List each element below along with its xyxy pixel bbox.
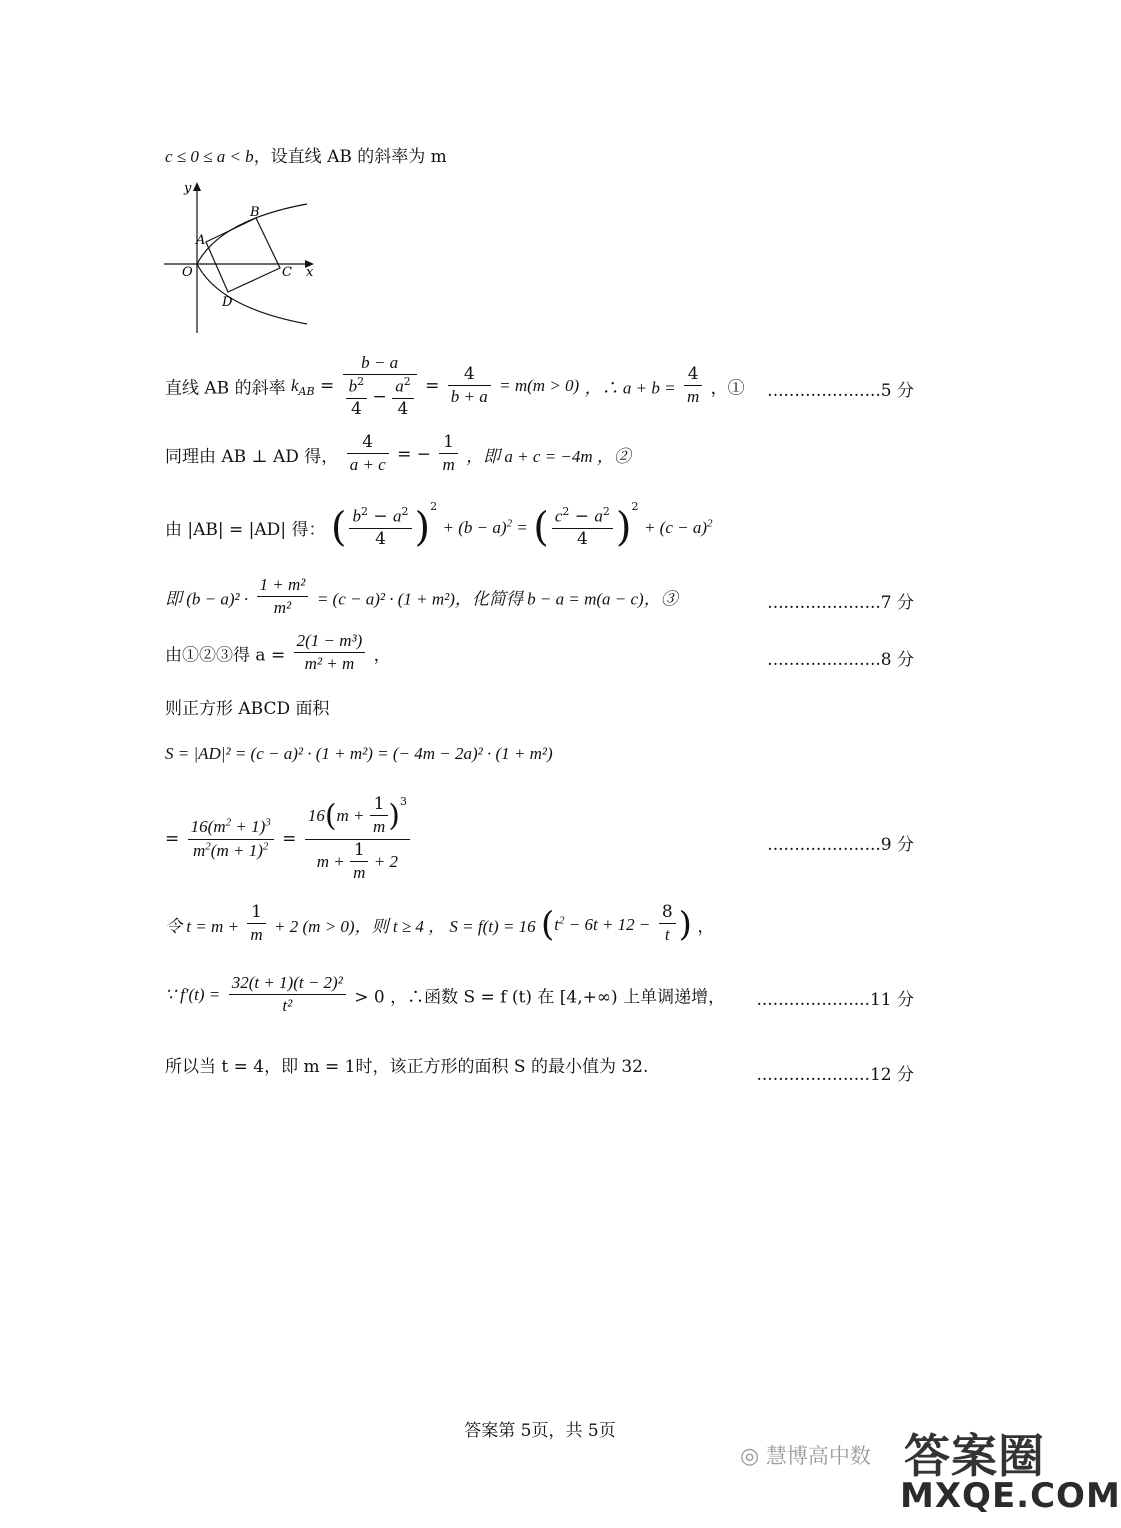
simplify-prefix: 即 (b − a)² · [165, 589, 249, 609]
solve-prefix: 由①②③得 a = [165, 645, 286, 666]
label-D: D [222, 295, 233, 310]
equal-length-line: 由 |AB| = |AD| 得： ( $\frac{b^2 - a^2}{4}$ )$^2 + (b - a)^2$ = ( $\frac{c^2 - a^2}{4}$ )$^2 + (c - a)^2$ [165, 500, 713, 551]
perp-eq: = − [397, 444, 432, 465]
intro-text: ，设直线 AB 的斜率为 m [253, 147, 447, 167]
area-formula: S = |AD|² = (c − a)² · (1 + m²) = (− 4m − 2a)² · (1 + m²) [165, 744, 553, 763]
area-expanded-line: = $\frac{16(m^2 + 1)^3}{m^2(m + 1)^2}$ = 16(m + $\frac{1}{m}$ )$^3$ m + $\frac{1}{m}$ + 2 [165, 794, 413, 884]
intro-line [165, 142, 447, 167]
label-O: O [182, 265, 193, 280]
equal-prefix: 由 |AB| = |AD| 得： [165, 520, 326, 540]
perp-den2: m [442, 455, 455, 475]
wechat-icon: ◎ [740, 1444, 760, 1469]
conclusion-line: 所以当 t = 4，即 m = 1时，该正方形的面积 S 的最小值为 32. [165, 1057, 649, 1077]
site-watermark: MXQE.COM [900, 1476, 1121, 1516]
slope-k: k [290, 376, 299, 396]
answer-badge-watermark: 答案圈 [904, 1429, 1045, 1483]
perp-den: a + c [349, 455, 386, 475]
deriv-prefix: ∵ f′(t) = [165, 984, 221, 1004]
simplify-den: m² [273, 598, 292, 618]
score-11: .....................11 分 [756, 990, 914, 1010]
page-footer: 答案第 5页，共 5页 [464, 1421, 616, 1441]
slope-frac: b − a $\frac{b^2}{4}$ − $\frac{a^2}{4}$ [343, 352, 417, 420]
slope-mark: ，① [710, 378, 745, 399]
subst-tail: ， [697, 916, 715, 937]
slope-frac-num: 4 [684, 364, 702, 386]
slope-line: 直线 AB 的斜率 $k_{AB}$ = b − a $\frac{b^2}{4}$ − $\frac{a^2}{4}$ = $\frac{4}{b + a}$ = m(m > 0) ，∴ a + b = $\frac{4}{m}$ ，① [165, 353, 745, 420]
simplify-num: 1 + m² [259, 575, 306, 594]
simplify-line [165, 574, 678, 620]
deriv-den: t² [282, 996, 293, 1016]
perp-num: 4 [347, 432, 389, 454]
wechat-watermark-text: 慧博高中数 [765, 1444, 871, 1468]
label-A: A [196, 233, 206, 248]
score-12: .....................12 分 [756, 1065, 914, 1085]
substitution-line: 令 t = m + $\frac{1}{m}$ + 2 (m > 0)，则 t ≥ 4 ， S = f(t) = 16 ($t^2 - 6t + 12$ − $\frac{8}{t}$ ) ， [165, 902, 715, 945]
solve-num: 2(1 − m³) [296, 631, 363, 650]
subst-num: 1 [247, 902, 265, 924]
derivative-line [165, 972, 725, 1018]
label-B: B [250, 205, 260, 220]
slope-k-sub: AB [298, 385, 315, 399]
score-8: .....................8 分 [767, 650, 914, 670]
slope-tail2: ，∴ a + b = [584, 378, 676, 398]
parabola-figure [160, 178, 330, 338]
area-intro-line: 则正方形 ABCD 面积 [165, 699, 330, 719]
perp-tail: ，即 a + c = −4m ，② [466, 446, 631, 466]
score-5: .....................5 分 [767, 381, 914, 401]
intro-condition: c ≤ 0 ≤ a < b [165, 147, 254, 166]
solve-a-line [165, 630, 391, 676]
deriv-tail: > 0 ，∴函数 S = f (t) 在 [4,+∞) 上单调递增， [354, 987, 726, 1008]
perp-line [165, 432, 631, 477]
score-7: .....................7 分 [767, 593, 914, 613]
subst-den: m [250, 925, 263, 945]
deriv-num: 32(t + 1)(t − 2)² [231, 973, 343, 992]
label-y: y [184, 181, 192, 196]
subst-mid: + 2 (m > 0)，则 t ≥ 4 ， S = f(t) = 16 [274, 916, 536, 936]
area-formula-line [165, 744, 553, 764]
label-C: C [282, 265, 292, 280]
score-9: .....................9 分 [767, 835, 914, 855]
label-x: x [306, 265, 314, 280]
slope-prefix: 直线 AB 的斜率 [165, 378, 286, 399]
solve-den: m² + m [304, 654, 355, 674]
perp-num2: 1 [439, 432, 457, 454]
subst-prefix: 令 t = m + [165, 916, 239, 936]
perp-prefix: 同理由 AB ⊥ AD 得， [165, 446, 339, 467]
solve-tail: ， [373, 645, 391, 666]
wechat-watermark [740, 1440, 871, 1470]
slope-frac-den: m [686, 387, 700, 407]
simplify-tail: = (c − a)² · (1 + m²)，化简得 b − a = m(a − c)，③ [316, 589, 678, 609]
slope-tail1: = m(m > 0) [499, 376, 580, 396]
